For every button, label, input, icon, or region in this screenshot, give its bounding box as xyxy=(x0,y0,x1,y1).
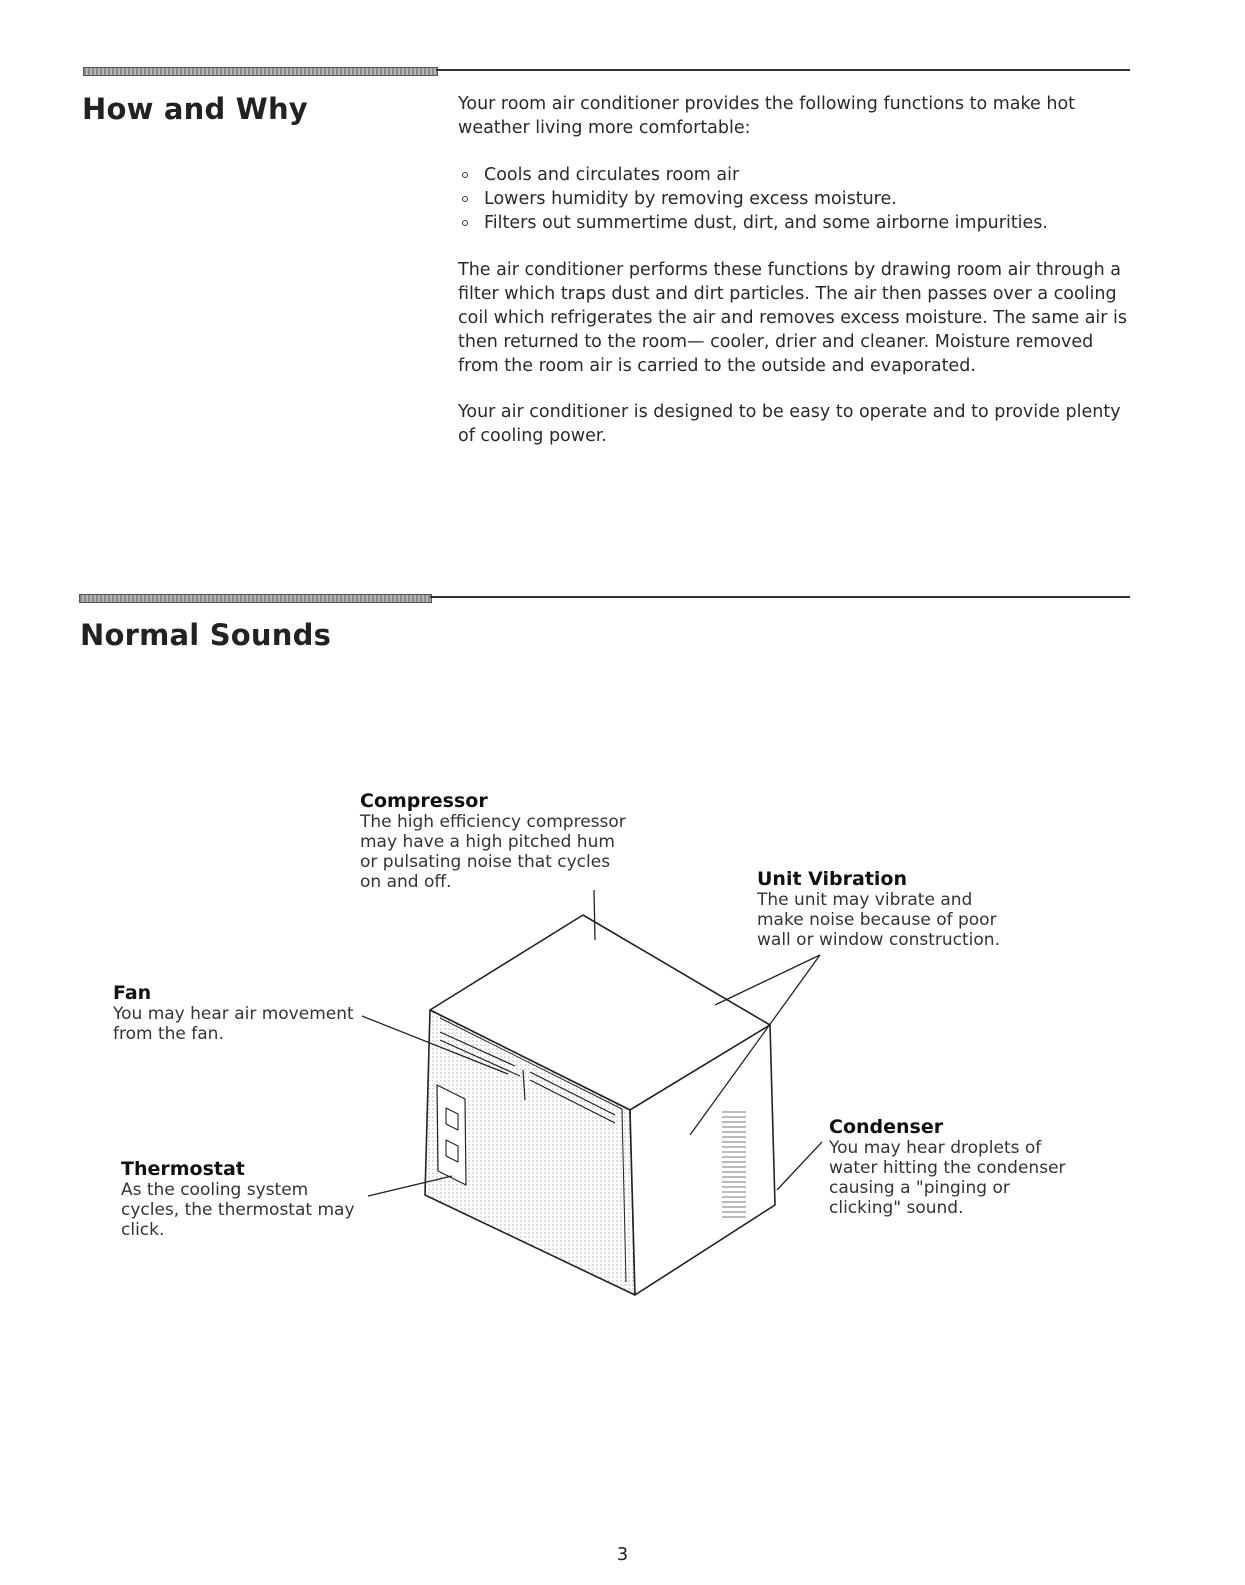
list-item: Cools and circulates room air xyxy=(460,163,1140,187)
how-and-why-paragraph-1: The air conditioner performs these functions by drawing room air through a filter which traps dust and dirt particles. The air then passes over a cooling coil which refrigerates the air and removes excess moisture. The same air is then returned to the room— cooler, drier and cleaner. Moisture removed from the room air is carried to the outside and evaporated. xyxy=(458,260,1128,376)
unit-vibration-desc: The unit may vibrate and make noise because of poor wall or window construction. xyxy=(757,890,1000,950)
side-vent xyxy=(722,1108,746,1218)
control-panel xyxy=(437,1085,466,1185)
page-number: 3 xyxy=(616,1544,629,1565)
thermostat-title: Thermostat xyxy=(121,1158,245,1180)
compressor-callout xyxy=(360,790,630,892)
fan-callout xyxy=(113,982,363,1044)
how-and-why-intro: Your room air conditioner provides the following functions to make hot weather living more comfortable: xyxy=(458,94,1076,138)
list-item: Lowers humidity by removing excess moisture. xyxy=(460,187,1140,211)
compressor-title: Compressor xyxy=(360,790,488,812)
thermostat-desc: As the cooling system cycles, the thermostat may click. xyxy=(121,1180,355,1240)
fan-title: Fan xyxy=(113,982,152,1004)
thermostat-callout xyxy=(121,1158,366,1240)
condenser-desc: You may hear droplets of water hitting the condenser causing a "pinging or clicking" sound. xyxy=(829,1138,1066,1218)
unit-vibration-title: Unit Vibration xyxy=(757,868,908,890)
compressor-desc: The high efficiency compressor may have a high pitched hum or pulsating noise that cycles on and off. xyxy=(360,812,626,892)
condenser-callout xyxy=(829,1116,1079,1218)
normal-sounds-heading: Normal Sounds xyxy=(80,618,332,652)
condenser-title: Condenser xyxy=(829,1116,944,1138)
fan-desc: You may hear air movement from the fan. xyxy=(113,1004,354,1044)
how-and-why-heading: How and Why xyxy=(82,92,308,126)
list-item: Filters out summertime dust, dirt, and some airborne impurities. xyxy=(460,211,1140,235)
how-and-why-paragraph-2: Your air conditioner is designed to be easy to operate and to provide plenty of cooling power. xyxy=(458,402,1121,446)
condenser-leader xyxy=(777,1142,822,1190)
unit-vibration-callout xyxy=(757,868,1017,950)
vibration-leader xyxy=(715,955,820,1005)
